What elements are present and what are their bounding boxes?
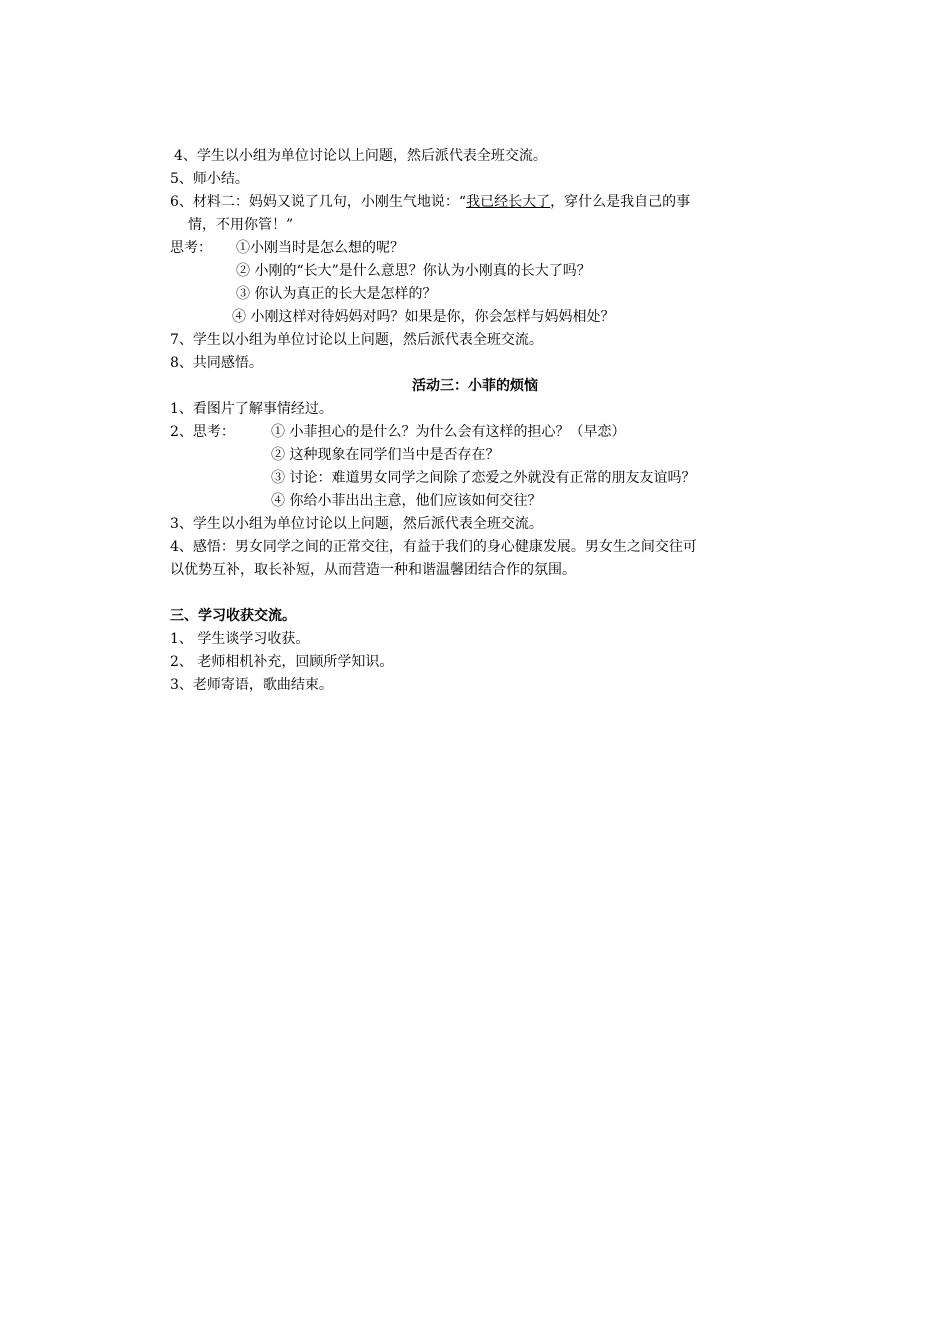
material-continued: ，穿什么是我自己的事	[550, 194, 691, 210]
activity-3-insight-continued: 以优势互补，取长补短，从而营造一种和谐温馨团结合作的氛围。	[170, 562, 576, 578]
think-question-4: ④ 小刚这样对待妈妈对吗？如果是你，你会怎样与妈妈相处？	[232, 309, 615, 325]
activity-3-think-label: 2、思考：	[170, 424, 235, 440]
activity-3-step-1: 1、看图片了解事情经过。	[170, 401, 333, 417]
section-3-item-3: 3、老师寄语，歌曲结束。	[170, 677, 333, 693]
activity-3-heading: 活动三：小菲的烦恼	[412, 378, 538, 394]
think-question-3: ③ 你认为真正的长大是怎样的？	[236, 286, 437, 302]
step-6-material	[170, 191, 690, 213]
section-3-item-2: 2、 老师相机补充，回顾所学知识。	[170, 654, 394, 670]
think-label: 思考：	[170, 240, 212, 256]
material-intro: 6、材料二：妈妈又说了几句，小刚生气地说：“	[170, 194, 467, 210]
section-3-item-1: 1、 学生谈学习收获。	[170, 631, 310, 647]
step-6-material-continuation: 情，不用你管！”	[188, 217, 294, 233]
step-7-discussion: 7、学生以小组为单位讨论以上问题，然后派代表全班交流。	[170, 332, 543, 348]
think-question-2: ② 小刚的“长大”是什么意思？你认为小刚真的长大了吗？	[236, 263, 591, 279]
activity-3-question-3: ③ 讨论：难道男女同学之间除了恋爱之外就没有正常的朋友友谊吗？	[271, 470, 696, 486]
activity-3-insight: 4、感悟：男女同学之间的正常交往，有益于我们的身心健康发展。男女生之间交往可	[170, 539, 697, 555]
activity-3-question-1: ① 小菲担心的是什么？为什么会有这样的担心？（早恋）	[271, 424, 626, 440]
section-3-heading: 三、学习收获交流。	[170, 608, 296, 624]
underlined-quote: 我已经长大了	[466, 194, 551, 210]
step-4-discussion: 4、学生以小组为单位讨论以上问题，然后派代表全班交流。	[174, 148, 547, 164]
step-8-reflection: 8、共同感悟。	[170, 355, 263, 371]
step-5-summary: 5、师小结。	[170, 171, 249, 187]
activity-3-step-3: 3、学生以小组为单位讨论以上问题，然后派代表全班交流。	[170, 516, 543, 532]
activity-3-question-4: ④ 你给小菲出出主意，他们应该如何交往？	[271, 493, 542, 509]
activity-3-question-2: ② 这种现象在同学们当中是否存在？	[271, 447, 500, 463]
think-question-1: ①小刚当时是怎么想的呢？	[236, 240, 404, 256]
